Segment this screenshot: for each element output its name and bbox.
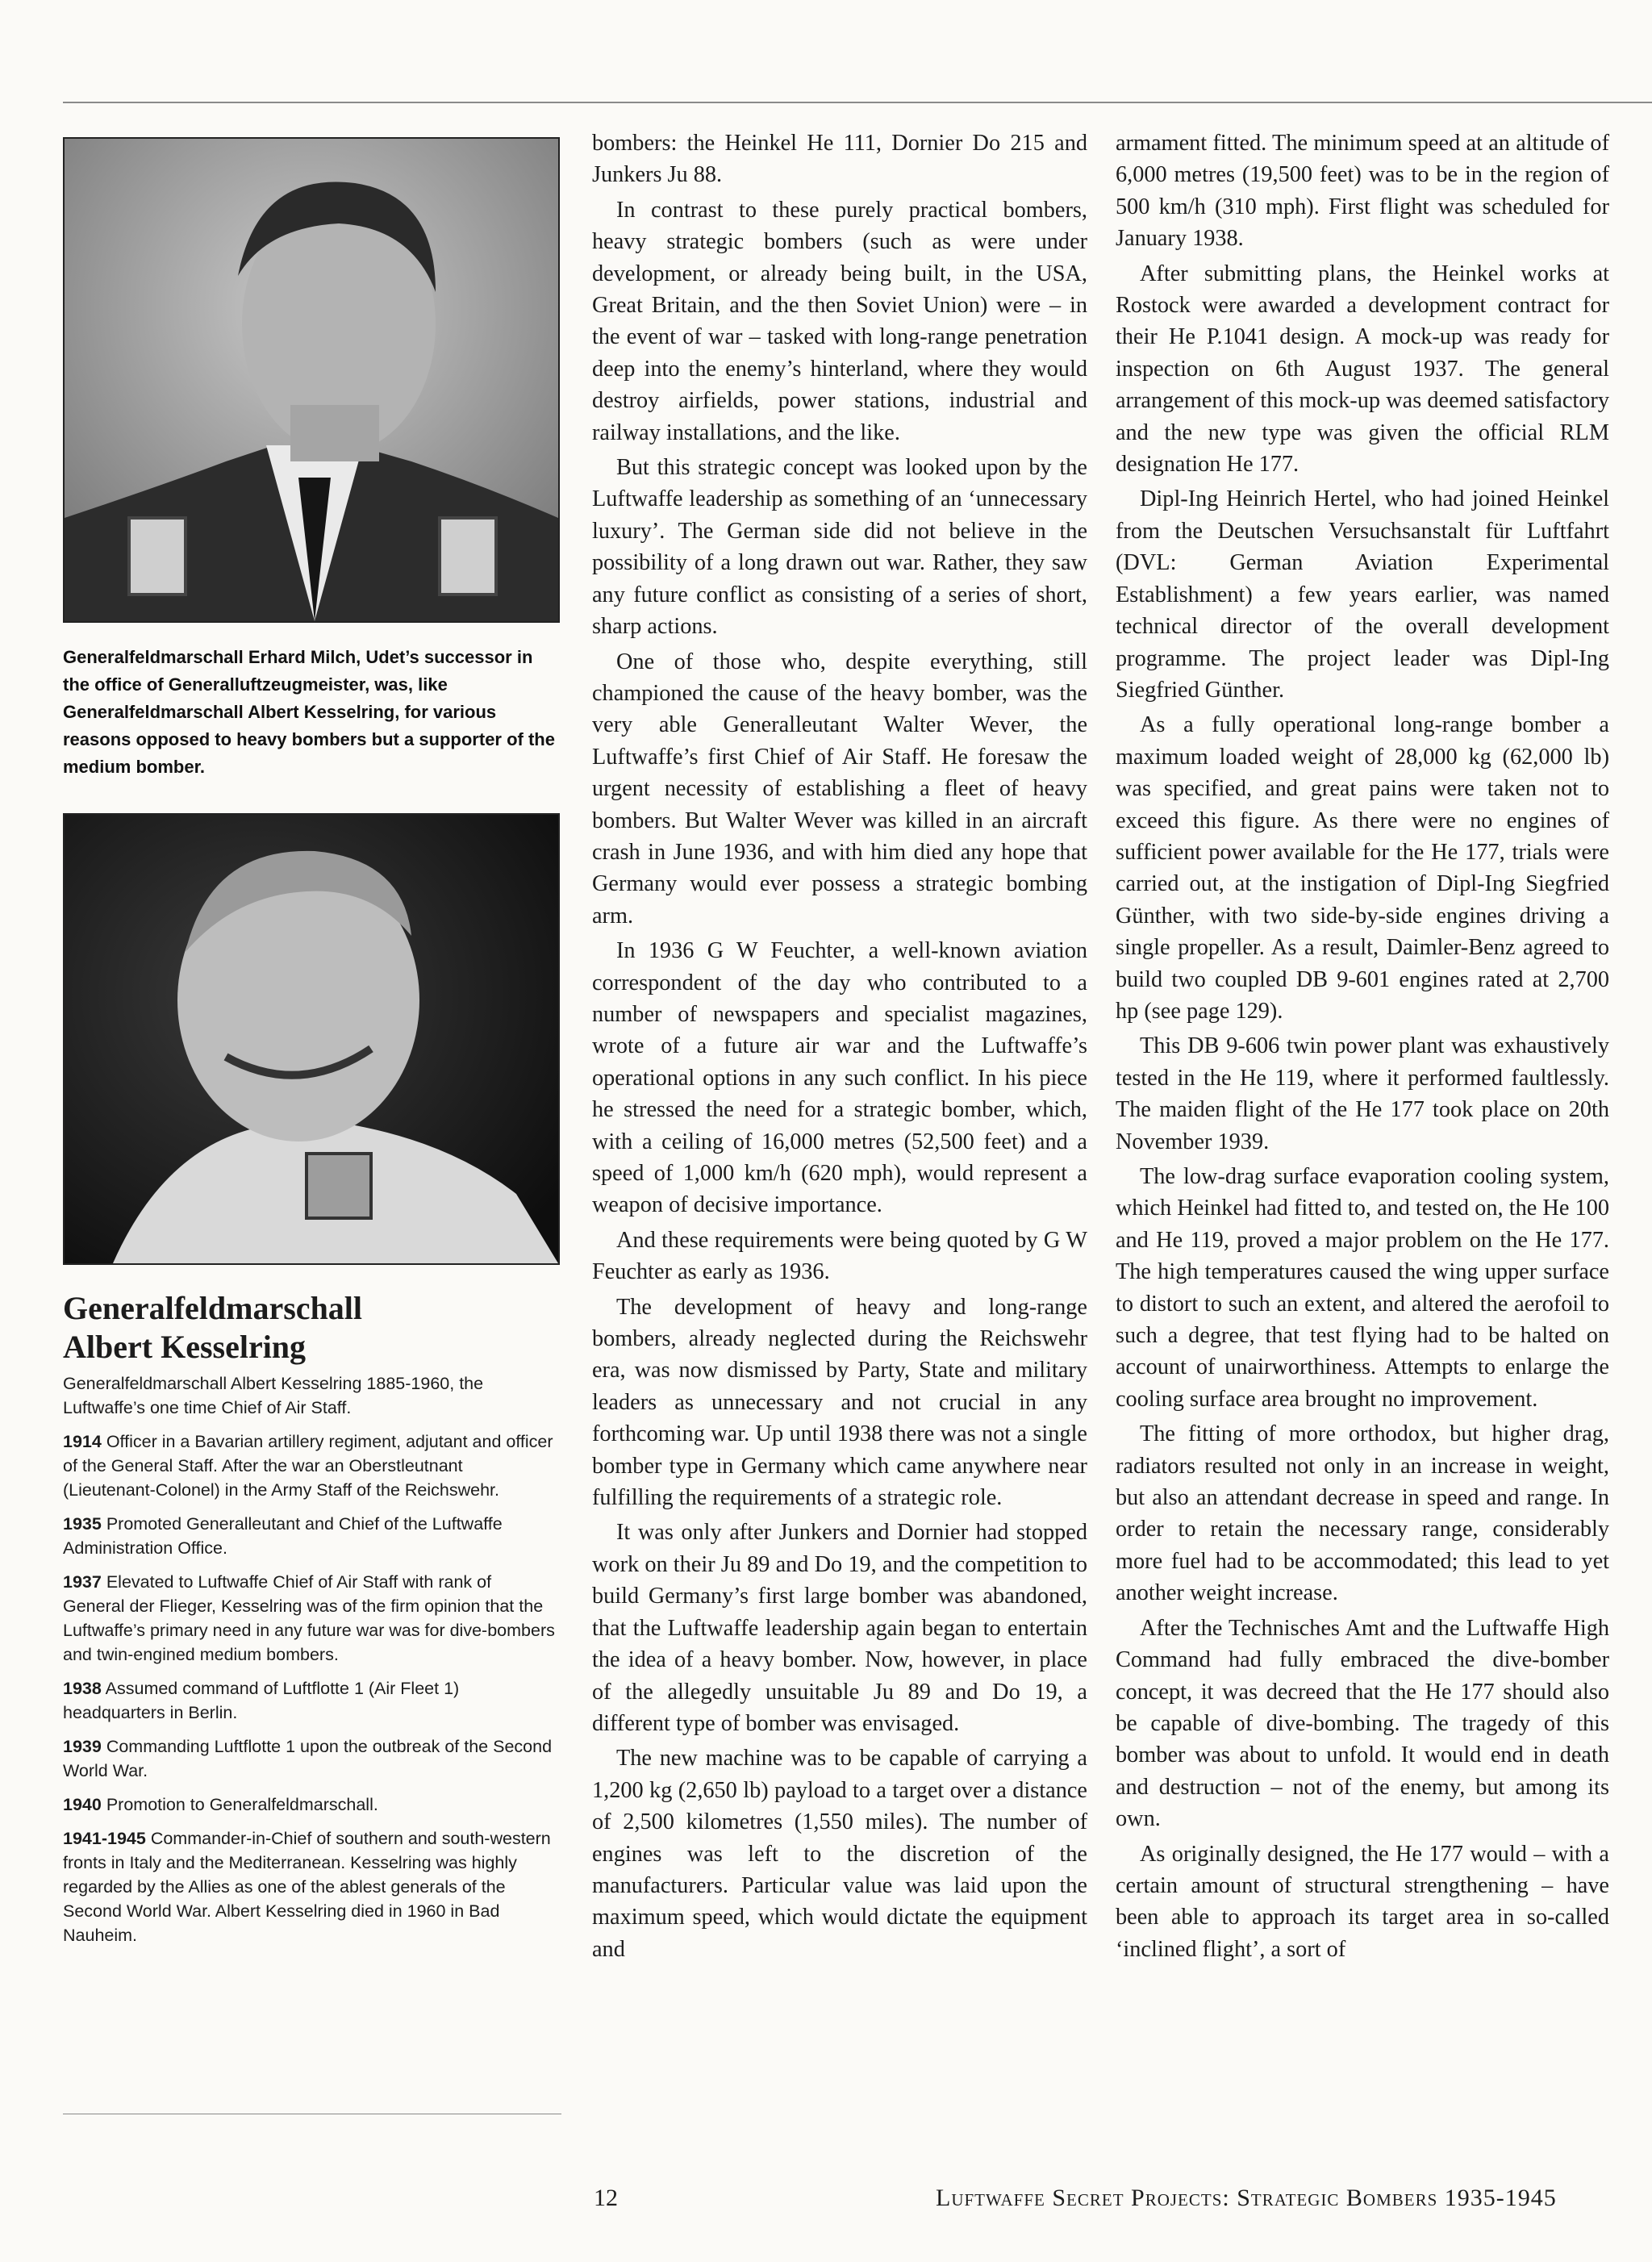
paragraph: In contrast to these purely practical bombers, heavy strategic bombers (such as were under development, or already being built, in the USA, Great Britain, and the then Soviet Union) were – in the event of war – tasked with long-range penetration deep into the enemy’s hinterland, where they would destroy airfields, power stations, industrial and railway installations, and the like. <box>592 197 1087 445</box>
bio-text: Commanding Luftflotte 1 upon the outbreak of the Second World War. <box>63 1737 553 1780</box>
portrait-image <box>65 815 558 1263</box>
bio-entry <box>63 1792 557 1817</box>
paragraph: The development of heavy and long-range bombers, already neglected during the Reichswehr era, was now dismissed by Party, State and military leaders as unnecessary and not crucial in any forthcoming war. Up until 1938 there was not a single bomber type in Germany which came anywhere near fulfilling the requirements of a strategic role. <box>592 1294 1087 1511</box>
bio-text: Commander-in-Chief of southern and south-western fronts in Italy and the Mediterranean. Kesselring was highly regarded by the Allies as one of the ablest generals of the Second World War. Albert Kesselring died in 1960 in Bad Nauheim. <box>63 1829 551 1945</box>
photo1-caption: Generalfeldmarschall Erhard Milch, Udet’s successor in the office of Generalluftzeugmeister, was, like Generalfeldmarschall Albert Kesselring, for various reasons opposed to heavy bombers but a supporter of the medium bomber. <box>63 647 555 777</box>
bio-entry <box>63 1429 557 1502</box>
paragraph: The low-drag surface evaporation cooling system, which Heinkel had fitted to, and tested on, the He 100 and He 119, proved a major problem on the He 177. The high temperatures caused the wing upper surface to distort to such an extent, and altered the aerofoil to such a degree, that test flying had to be halted on account of unairworthiness. Attempts to enlarge the cooling surface area brought no improvement. <box>1116 1164 1609 1412</box>
bio-box <box>63 1371 557 1957</box>
paragraph: As a fully operational long-range bomber a maximum loaded weight of 28,000 kg (62,000 lb) was specified, and great pains were taken not to exceed this figure. As there were no engines of sufficient power available for the He 177, trials were carried out, at the instigation of Dipl-Ing Siegfried Günther, with two side-by-side engines driving a single propeller. As a result, Daimler-Benz agreed to build two coupled DB 9-601 engines rated at 2,700 hp (see page 129). <box>1116 712 1609 1024</box>
paragraph: The fitting of more orthodox, but higher drag, radiators resulted not only in an increase in weight, but also an attendant decrease in speed and range. In order to retain the necessary range, considerably more fuel had to be accommodated; this lead to yet another weight increase. <box>1116 1421 1609 1606</box>
running-head: Luftwaffe Secret Projects: Strategic Bombers 1935-1945 <box>936 2185 1557 2211</box>
paragraph: The new machine was to be capable of carrying a 1,200 kg (2,650 lb) payload to a target over a distance of 2,500 kilometres (1,550 miles). The number of engines was left to the discretion of the manufacturers. Particular value was laid upon the maximum speed, which would dictate the equipment and <box>592 1746 1087 1962</box>
bio-title-line1: Generalfeldmarschall <box>63 1290 363 1326</box>
paragraph: It was only after Junkers and Dornier had stopped work on their Ju 89 and Do 19, and the competition to build Germany’s first large bomber was abandoned, that the Luftwaffe leadership again began to entertain the idea of a heavy bomber. Now, however, in place of the allegedly unsuitable Ju 89 and Do 19, a different type of bomber was envisaged. <box>592 1520 1087 1736</box>
paragraph: armament fitted. The minimum speed at an altitude of 6,000 metres (19,500 feet) was to be in the region of 500 km/h (310 mph). First flight was scheduled for January 1938. <box>1116 131 1609 252</box>
bio-text: Promoted Generalleutant and Chief of the Luftwaffe Administration Office. <box>63 1514 503 1558</box>
bio-year: 1938 <box>63 1679 102 1698</box>
bio-text: Assumed command of Luftflotte 1 (Air Fleet 1) headquarters in Berlin. <box>63 1679 460 1722</box>
bio-year: 1939 <box>63 1737 102 1756</box>
paragraph: In 1936 G W Feuchter, a well-known aviation correspondent of the day who contributed to a number of newspapers and specialist magazines, wrote of a future air war and the Luftwaffe’s operational options in any such conflict. In his piece he stressed the need for a strategic bomber, which, with a ceiling of 16,000 metres (52,500 feet) and a speed of 1,000 km/h (620 mph), would represent a weapon of decisive importance. <box>592 938 1087 1218</box>
photo-erhard-milch <box>63 137 560 623</box>
bio-year: 1940 <box>63 1795 102 1814</box>
bio-entry <box>63 1570 557 1667</box>
top-rule <box>63 102 1652 103</box>
paragraph: bombers: the Heinkel He 111, Dornier Do 215 and Junkers Ju 88. <box>592 131 1087 188</box>
paragraph: As originally designed, the He 177 would – with a certain amount of structural strengthening – have been able to approach its target area in so-called ‘inclined flight’, a sort of <box>1116 1841 1609 1962</box>
paragraph: This DB 9-606 twin power plant was exhaustively tested in the He 119, where it performed faultlessly. The maiden flight of the He 177 took place on 20th November 1939. <box>1116 1033 1609 1154</box>
bio-year: 1937 <box>63 1572 102 1592</box>
bio-year: 1935 <box>63 1514 102 1534</box>
bio-entry <box>63 1512 557 1560</box>
paragraph: But this strategic concept was looked upon by the Luftwaffe leadership as something of an ‘unnecessary luxury’. The German side did not believe in the possibility of a long drawn out war. Rather, they saw any future conflict as consisting of a series of short, sharp actions. <box>592 455 1087 640</box>
article-column-2 <box>592 127 1087 1965</box>
paragraph: After submitting plans, the Heinkel works at Rostock were awarded a development contract for their He P.1041 design. A mock-up was ready for inspection on 6th August 1937. The general arrangement of this mock-up was deemed satisfactory and the new type was given the official RLM designation He 177. <box>1116 261 1609 478</box>
bio-entry <box>63 1826 557 1947</box>
photo-albert-kesselring <box>63 813 560 1265</box>
bio-text: Officer in a Bavarian artillery regiment, adjutant and officer of the General Staff. After the war an Oberstleutnant (Lieutenant-Colonel) in the Army Staff of the Reichswehr. <box>63 1432 553 1500</box>
portrait-image <box>65 139 558 621</box>
paragraph: One of those who, despite everything, still championed the cause of the heavy bomber, was the very able Generalleutant Walter Wever, the Luftwaffe’s first Chief of Air Staff. He foresaw the urgent necessity of establishing a fleet of heavy bombers. But Walter Wever was killed in an aircraft crash in June 1936, and with him died any hope that Germany would ever possess a strategic bombing arm. <box>592 649 1087 929</box>
bio-entry <box>63 1676 557 1725</box>
bio-text: Promotion to Generalfeldmarschall. <box>106 1795 378 1814</box>
paragraph: After the Technisches Amt and the Luftwaffe High Command had fully embraced the dive-bomber concept, it was decreed that the He 177 should also be capable of dive-bombing. The tragedy of this bomber was about to unfold. It would end in death and destruction – not of the enemy, but among its own. <box>1116 1615 1609 1832</box>
bio-intro: Generalfeldmarschall Albert Kesselring 1885-1960, the Luftwaffe’s one time Chief of Air Staff. <box>63 1374 484 1417</box>
bio-title <box>63 1289 563 1367</box>
bio-title-line2: Albert Kesselring <box>63 1329 307 1365</box>
bio-year: 1914 <box>63 1432 102 1451</box>
article-column-3 <box>1116 127 1609 1965</box>
bio-text: Elevated to Luftwaffe Chief of Air Staff with rank of General der Flieger, Kesselring was of the firm opinion that the Luftwaffe’s primary need in any future war was for dive-bombers and twin-engined medium bombers. <box>63 1572 555 1664</box>
bio-entry <box>63 1734 557 1783</box>
bio-year: 1941-1945 <box>63 1829 146 1848</box>
paragraph: Dipl-Ing Heinrich Hertel, who had joined Heinkel from the Deutschen Versuchsanstalt für Luftfahrt (DVL: German Aviation Experimental Establishment) a few years earlier, was named technical director of the overall development programme. The project leader was Dipl-Ing Siegfried Günther. <box>1116 486 1609 703</box>
paragraph: And these requirements were being quoted by G W Feuchter as early as 1936. <box>592 1227 1087 1285</box>
page-number: 12 <box>594 2185 618 2211</box>
